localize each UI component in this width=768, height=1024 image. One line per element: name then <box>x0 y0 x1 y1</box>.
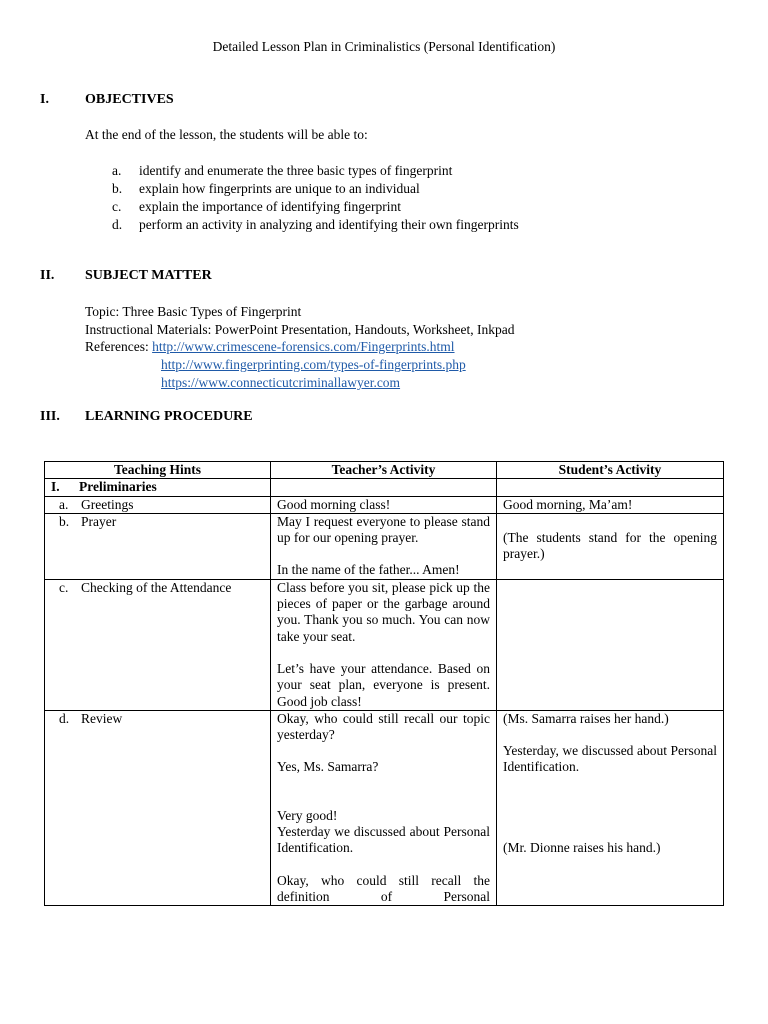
list-text: explain the importance of identifying fingerprint <box>139 199 402 214</box>
teacher-line: Okay, who could still recall our topic yesterday? <box>277 710 490 743</box>
student-line: (The students stand for the opening prayer.) <box>503 529 717 562</box>
teacher-activity-cell <box>271 513 497 579</box>
table-row <box>45 513 724 579</box>
table-section-row <box>45 479 724 496</box>
teacher-line: Okay, who could still recall the definition of Personal <box>277 872 490 904</box>
list-text: perform an activity in analyzing and identifying their own fingerprints <box>139 217 519 232</box>
list-item <box>85 198 519 216</box>
references-line <box>85 374 514 392</box>
column-header: Teacher’s Activity <box>271 462 497 479</box>
teacher-activity-cell <box>271 496 497 513</box>
subject-matter-body <box>85 303 514 392</box>
reference-link[interactable]: https://www.connecticutcriminallawyer.com <box>161 374 401 390</box>
list-marker: d. <box>112 217 123 232</box>
table-row <box>45 710 724 905</box>
hint-text: Checking of the Attendance <box>81 579 232 595</box>
teacher-activity-cell <box>271 710 497 905</box>
objectives-list <box>85 162 519 234</box>
list-marker: b. <box>112 181 123 196</box>
procedure-table <box>44 461 724 906</box>
hint-text: Prayer <box>81 513 117 529</box>
hint-marker: d. <box>59 710 70 726</box>
column-header: Teaching Hints <box>45 462 271 479</box>
objectives-intro: At the end of the lesson, the students will be able to: <box>85 127 368 142</box>
table-header-row <box>45 462 724 479</box>
section-number: III. <box>40 409 60 424</box>
teacher-activity-cell <box>271 579 497 710</box>
student-activity-cell <box>497 513 724 579</box>
materials-line: Instructional Materials: PowerPoint Presentation, Handouts, Worksheet, Inkpad <box>85 321 515 337</box>
student-line: (Ms. Samarra raises her hand.) <box>503 710 669 726</box>
teacher-line: Yesterday we discussed about Personal Identification. <box>277 824 490 856</box>
reference-link[interactable]: http://www.fingerprinting.com/types-of-fingerprints.php <box>161 357 466 373</box>
hint-marker: b. <box>59 513 70 529</box>
section-title: LEARNING PROCEDURE <box>85 409 253 424</box>
list-text: explain how fingerprints are unique to an individual <box>139 181 420 196</box>
table-row <box>45 579 724 710</box>
student-line: Yesterday, we discussed about Personal Identification. <box>503 743 717 775</box>
learning-procedure-heading <box>40 409 253 425</box>
objectives-heading <box>40 92 174 108</box>
section-number: II. <box>40 268 55 283</box>
section-number: I. <box>40 92 49 107</box>
teacher-line: Good morning class! <box>277 496 391 512</box>
table-row <box>45 496 724 513</box>
teacher-line: Let’s have your attendance. Based on your seat plan, everyone is present. Good job class! <box>277 660 490 709</box>
document-title: Detailed Lesson Plan in Criminalistics (Personal Identification) <box>212 39 556 54</box>
teaching-hint-cell <box>45 496 271 513</box>
list-marker: a. <box>112 163 122 178</box>
hint-marker: a. <box>59 496 69 512</box>
student-line: (Mr. Dionne raises his hand.) <box>503 839 661 855</box>
subject-matter-heading <box>40 268 212 284</box>
student-activity-cell <box>497 710 724 905</box>
section-title: OBJECTIVES <box>85 92 174 107</box>
list-item <box>85 162 519 180</box>
teacher-line: In the name of the father... Amen! <box>277 562 460 578</box>
list-item <box>85 180 519 198</box>
hint-text: Review <box>81 710 123 726</box>
list-marker: c. <box>112 199 122 214</box>
teacher-line: Yes, Ms. Samarra? <box>277 759 379 775</box>
hint-marker: c. <box>59 579 69 595</box>
teacher-line: Class before you sit, please pick up the pieces of paper or the garbage around you. Thank you so much. You can now take your seat. <box>277 579 490 644</box>
topic-line: Topic: Three Basic Types of Fingerprint <box>85 304 302 319</box>
teaching-hint-cell <box>45 710 271 905</box>
references-label: References: <box>85 339 153 355</box>
section-marker: I. <box>51 479 60 495</box>
student-activity-cell <box>497 579 724 710</box>
teacher-line: May I request everyone to please stand up for our opening prayer. <box>277 513 490 546</box>
student-activity-cell <box>497 496 724 513</box>
column-header: Student’s Activity <box>497 462 724 479</box>
section-label: Preliminaries <box>79 479 157 495</box>
student-line: Good morning, Ma’am! <box>503 496 633 512</box>
teacher-line: Very good! <box>277 807 338 823</box>
section-cell <box>45 479 271 496</box>
list-item <box>85 216 519 234</box>
section-title: SUBJECT MATTER <box>85 268 212 283</box>
teaching-hint-cell <box>45 579 271 710</box>
table-cell <box>497 479 724 496</box>
table-cell <box>271 479 497 496</box>
list-text: identify and enumerate the three basic types of fingerprint <box>139 163 453 178</box>
hint-text: Greetings <box>81 496 134 512</box>
teaching-hint-cell <box>45 513 271 579</box>
references-line <box>85 356 514 374</box>
reference-link[interactable]: http://www.crimescene-forensics.com/Fingerprints.html <box>152 339 455 355</box>
references-line <box>85 338 514 356</box>
